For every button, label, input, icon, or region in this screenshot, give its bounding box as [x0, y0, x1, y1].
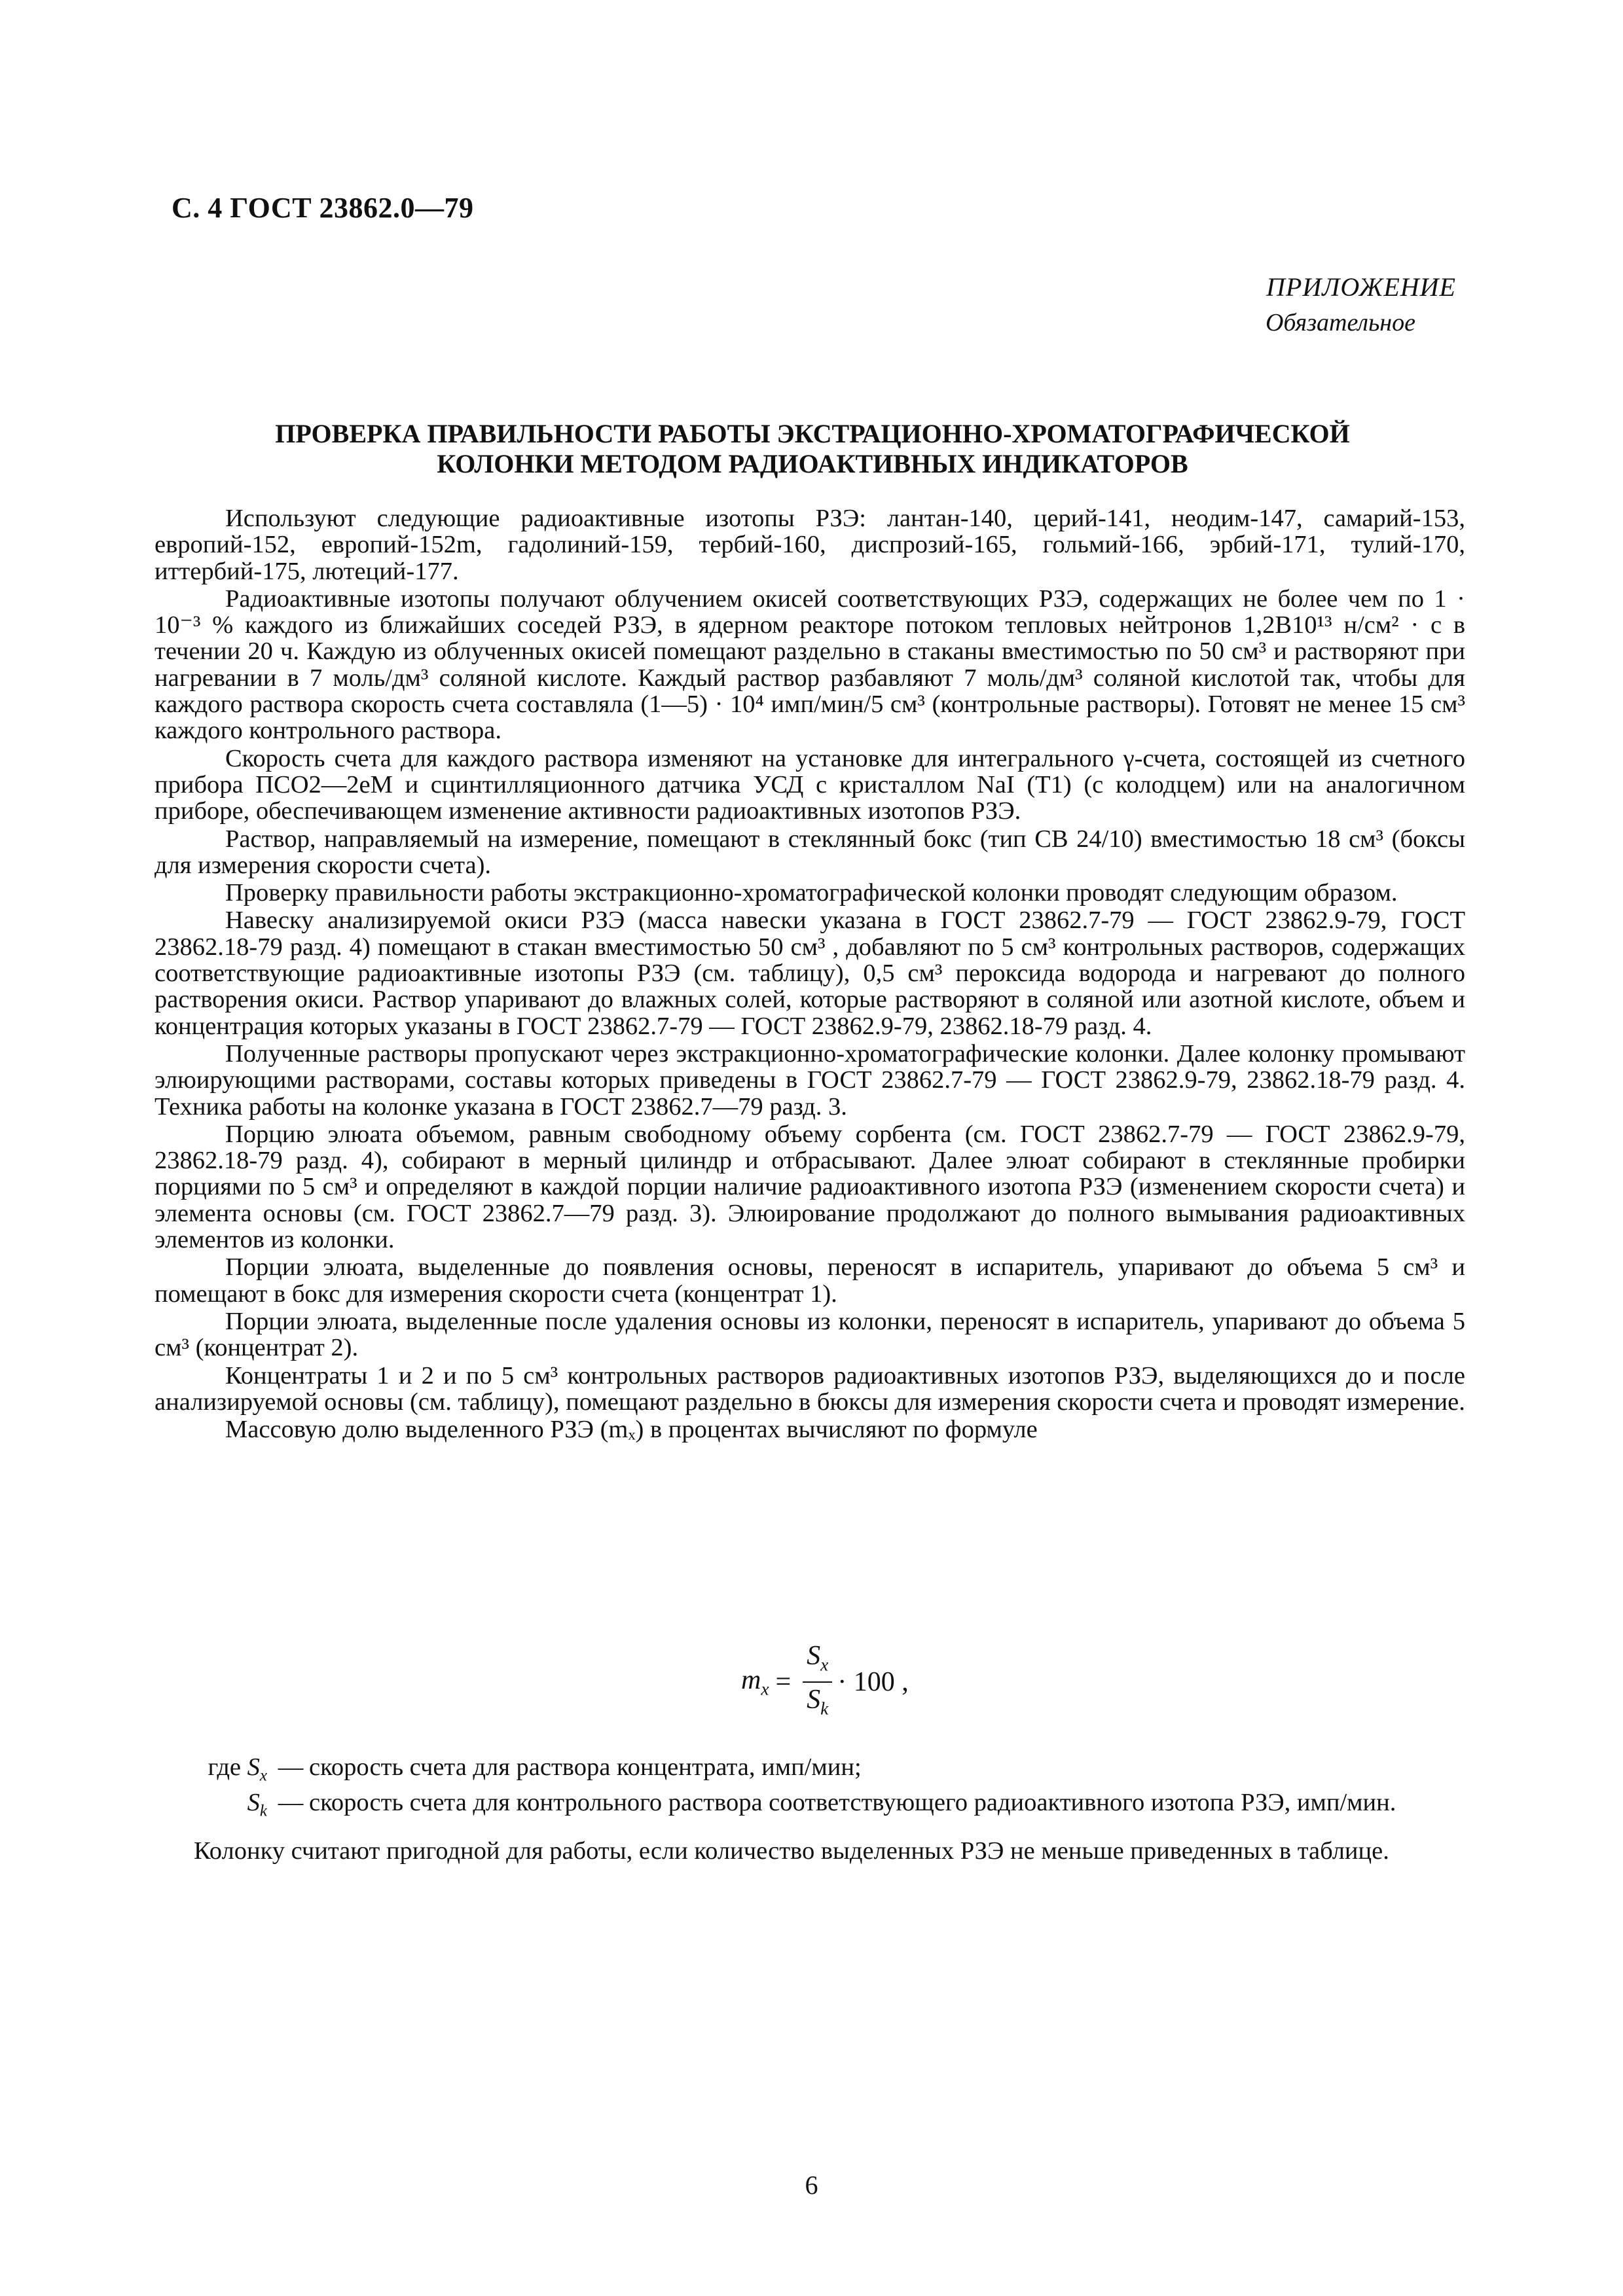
- appendix-label: ПРИЛОЖЕНИЕ: [1266, 272, 1456, 302]
- paragraph-count-rate: Скорость счета для каждого раствора изменяют на установке для интегрального γ-счета, состоящей из счетного прибора ПСО2—2еМ и сцинтилляционного датчика УСД с кристаллом NaI (Т1) (с колодцем) или на аналогичном приборе, обеспечивающем изменение активности радиоактивных изотопов РЗЭ.: [155, 744, 1465, 825]
- mass-fraction-formula: [741, 1640, 909, 1725]
- title-line-2: КОЛОНКИ МЕТОДОМ РАДИОАКТИВНЫХ ИНДИКАТОРОВ: [437, 449, 1188, 478]
- legend-text-sk: скорость счета для контрольного раствора соответствующего радиоактивного изотопа РЗЭ, имп/мин.: [309, 1788, 1396, 1816]
- document-title: [172, 419, 1453, 479]
- paragraph-irradiation: Радиоактивные изотопы получают облучением окисей соответствующих РЗЭ, содержащих не более чем по 1 · 10⁻³ % каждого из ближайших соседей РЗЭ, в ядерном реакторе потоком тепловых нейтронов 1,2В10¹³ н/см² · с в течении 20 ч. Каждую из облученных окисей помещают раздельно в стаканы вместимостью по 50 см³ и растворяют при нагревании в 7 моль/дм³ соляной кислоте. Каждый раствор разбавляют 7 моль/дм³ соляной кислотой так, чтобы для каждого раствора скорость счета составляла (1—5) · 10⁴ имп/мин/5 см³ (контрольные растворы). Готовят не менее 15 см³ каждого контрольного раствора.: [155, 584, 1465, 745]
- body-text: [155, 505, 1465, 1444]
- page-header: С. 4 ГОСТ 23862.0—79: [172, 192, 474, 224]
- paragraph-box: Раствор, направляемый на измерение, помещают в стеклянный бокс (тип СВ 24/10) вместимостью 18 см³ (боксы для измерения скорости счета).: [155, 825, 1465, 879]
- paragraph-isotopes: Используют следующие радиоактивные изотопы РЗЭ: лантан-140, церий-141, неодим-147, самарий-153, европий-152, европий-152m, гадолиний-159, тербий-160, диспрозий-165, гольмий-166, эрбий-171, тулий-170, иттербий-175, лютеций-177.: [155, 505, 1465, 585]
- formula-numerator: $S_x$: [803, 1639, 832, 1683]
- paragraph-formula-intro: Массовую долю выделенного РЗЭ (mₓ) в процентах вычисляют по формуле: [225, 1416, 1038, 1444]
- paragraph-eluate-portions: Порцию элюата объемом, равным свободному объему сорбента (см. ГОСТ 23862.7-79 — ГОСТ 23862.9-79, 23862.18-79 разд. 4), собирают в мерный цилиндр и отбрасывают. Далее элюат собирают в стеклянные пробирки порциями по 5 см³ и определяют в каждой порции наличие радиоактивного изотопа РЗЭ (изменением скорости счета) и элемента основы (см. ГОСТ 23862.7—79 разд. 3). Элюирование продолжают до полного вымывания радиоактивных элементов из колонки.: [155, 1120, 1465, 1254]
- appendix-label-block: [1266, 270, 1456, 340]
- formula-denominator: $S_k$: [807, 1685, 829, 1719]
- formula-lhs: $m_x$: [741, 1665, 769, 1699]
- legend-lead: где $S_x$: [208, 1753, 267, 1785]
- formula-legend: [175, 1754, 1459, 1825]
- legend-dash: —: [278, 1788, 304, 1816]
- legend-row-sk: [175, 1789, 1459, 1825]
- page-number: 6: [805, 2170, 818, 2200]
- legend-text-sx: скорость счета для раствора концентрата, имп/мин;: [309, 1753, 862, 1781]
- title-line-1: ПРОВЕРКА ПРАВИЛЬНОСТИ РАБОТЫ ЭКСТРАЦИОННО-ХРОМАТОГРАФИЧЕСКОЙ: [275, 419, 1350, 448]
- paragraph-concentrate-1: Порции элюата, выделенные до появления основы, переносят в испаритель, упаривают до объема 5 см³ и помещают в бокс для измерения скорости счета (концентрат 1).: [155, 1253, 1465, 1308]
- legend-dash: —: [278, 1753, 304, 1781]
- formula-fraction: [803, 1639, 832, 1726]
- closing-paragraph: Колонку считают пригодной для работы, если количество выделенных РЗЭ не меньше приведенных в таблице.: [194, 1837, 1389, 1865]
- paragraph-concentrate-2: Порции элюата, выделенные после удаления основы из колонки, переносят в испаритель, упаривают до объема 5 см³ (концентрат 2).: [155, 1307, 1465, 1362]
- legend-lead: $S_k$: [247, 1788, 267, 1820]
- paragraph-procedure-intro: Проверку правильности работы экстракционно-хроматографической колонки проводят следующим образом.: [225, 879, 1398, 907]
- formula-multiplier: · 100 ,: [837, 1667, 909, 1697]
- paragraph-measurement: Концентраты 1 и 2 и по 5 см³ контрольных растворов радиоактивных изотопов РЗЭ, выделяющихся до и после анализируемой основы (см. таблицу), помещают раздельно в бюксы для измерения скорости счета и проводят измерение.: [155, 1361, 1465, 1416]
- appendix-status: Обязательное: [1265, 309, 1415, 336]
- legend-row-sx: [175, 1754, 1459, 1789]
- paragraph-sample: Навеску анализируемой окиси РЗЭ (масса навески указана в ГОСТ 23862.7-79 — ГОСТ 23862.9-79, ГОСТ 23862.18-79 разд. 4) помещают в стакан вместимостью 50 см³ , добавляют по 5 см³ контрольных растворов, содержащих соответствующие радиоактивные изотопы РЗЭ (см. таблицу), 0,5 см³ пероксида водорода и нагревают до полного растворения окиси. Раствор упаривают до влажных солей, которые растворяют в соляной или азотной кислоте, объем и концентрация которых указаны в ГОСТ 23862.7-79 — ГОСТ 23862.9-79, 23862.18-79 разд. 4.: [155, 906, 1465, 1040]
- formula-equals: =: [775, 1667, 792, 1697]
- paragraph-elution: Полученные растворы пропускают через экстракционно-хроматографические колонки. Далее колонку промывают элюирующими растворами, составы которых приведены в ГОСТ 23862.7-79 — ГОСТ 23862.9-79, 23862.18-79 разд. 4. Техника работы на колонке указана в ГОСТ 23862.7—79 разд. 3.: [155, 1039, 1465, 1121]
